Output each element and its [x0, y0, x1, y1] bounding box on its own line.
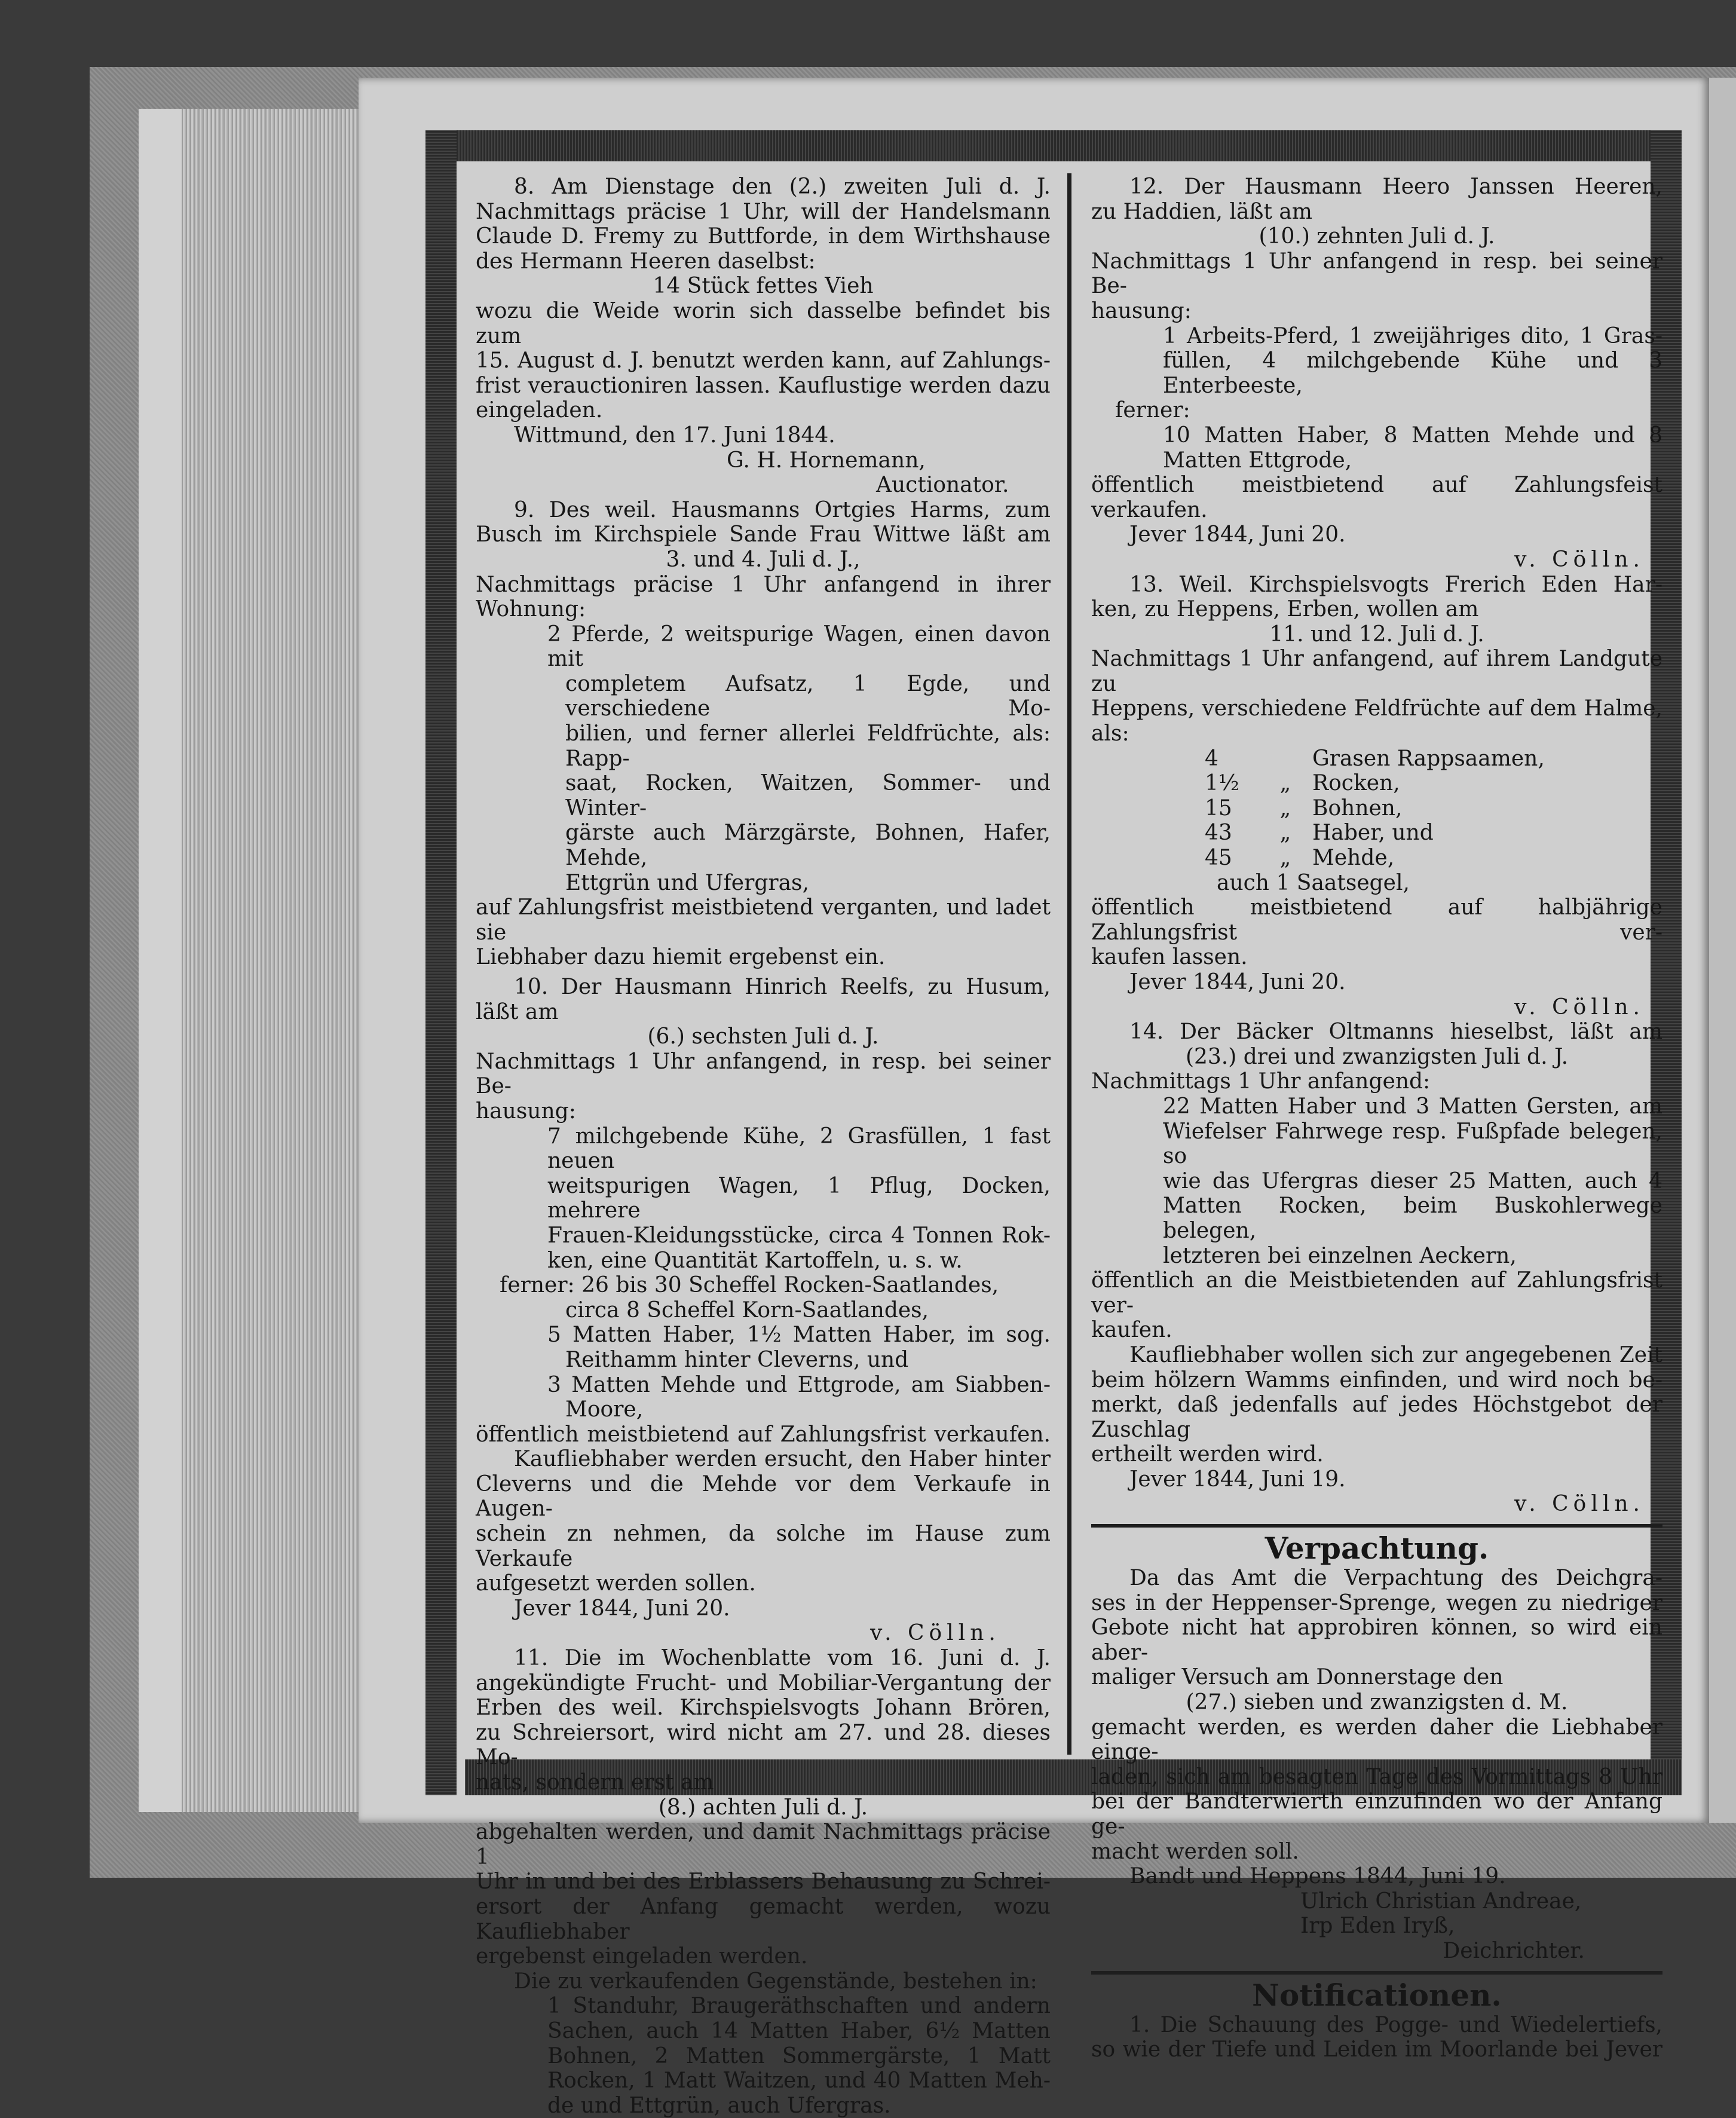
notice-line: 1. Die Schauung des Pogge- und Wiedelertiefs, [1129, 2012, 1662, 2037]
notice-line: Nachmittags 1 Uhr anfangend, in resp. bei seiner Be- [476, 1049, 1051, 1099]
notice-item: 1 Arbeits-Pferd, 1 zweijähriges dito, 1 Gras- [1163, 323, 1662, 348]
notice-item: Bohnen, 2 Matten Sommergärste, 1 Matt [547, 2043, 1051, 2068]
notice-line: ersort der Anfang gemacht werden, wozu Kaufliebhaber [476, 1894, 1051, 1944]
notice-line: 11. Die im Wochenblatte vom 16. Juni d. J. [514, 1646, 1051, 1671]
notice-line: Cleverns und die Mehde vor dem Verkaufe in Augen- [476, 1471, 1051, 1522]
notice-date-line: (8.) achten Juli d. J. [658, 1795, 868, 1820]
section-notificationen [1091, 1978, 1662, 2062]
section-divider [1091, 1971, 1662, 1975]
notice-line: frist verauctioniren lassen. Kauflustige werden dazu [476, 373, 1051, 398]
notice-date-line: (10.) zehnten Juli d. J. [1259, 224, 1495, 249]
notice-date: Jever 1844, Juni 20. [514, 1596, 730, 1621]
notice-date: Jever 1844, Juni 20. [1129, 522, 1346, 547]
notice-date-line: (27.) sieben und zwanzigsten d. M. [1186, 1690, 1568, 1715]
next-page-edge [1709, 78, 1736, 1823]
notice-line: 8. Am Dienstage den (2.) zweiten Juli d. J. [514, 175, 1051, 199]
frame-border-top [425, 130, 1682, 161]
crop-list-row [1091, 796, 1662, 821]
crop-qty: 43 [1205, 821, 1232, 846]
notice-signature-title: Deichrichter. [1443, 1938, 1585, 1963]
section-heading: Notificationen. [1252, 1977, 1502, 2013]
crop-name: Bohnen, [1312, 795, 1403, 821]
notice-line: 15. August d. J. benutzt werden kann, auf Zahlungs- [476, 348, 1051, 374]
notice-line: kaufen lassen. [1091, 945, 1248, 970]
notice-item: 5 Matten Haber, 1½ Matten Haber, im sog. [547, 1323, 1051, 1348]
notice-signature: G. H. Hornemann, [727, 448, 926, 473]
left-column [476, 175, 1051, 2118]
notice-line: eingeladen. [476, 398, 603, 423]
notice-item: saat, Rocken, Waitzen, Sommer- und Winter- [565, 771, 1051, 821]
notice-line: abgehalten werden, und damit Nachmittags präcise 1 [476, 1820, 1051, 1869]
notice-line: ertheilt werden wird. [1091, 1442, 1324, 1467]
notice-date: Bandt und Heppens 1844, Juni 19. [1129, 1864, 1506, 1889]
notice-line: ses in der Heppenser-Sprenge, wegen zu niedriger [1091, 1590, 1662, 1615]
notice-date: Wittmund, den 17. Juni 1844. [514, 423, 835, 448]
notice-date-line: (23.) drei und zwanzigsten Juli d. J. [1185, 1044, 1569, 1069]
notice-signature-title: Auctionator. [876, 473, 1009, 498]
crop-list-row [1091, 771, 1662, 796]
section-heading: Verpachtung. [1265, 1531, 1489, 1566]
notice-line: hausung: [476, 1098, 576, 1124]
notice-11 [476, 1646, 1051, 2118]
notice-9 [476, 498, 1051, 970]
column-divider [1067, 173, 1071, 1755]
notice-line: nats, sondern erst am [476, 1770, 714, 1795]
notice-item: 1 Standuhr, Braugeräthschaften und andern [547, 1994, 1051, 2019]
notice-item: 3 Matten Mehde und Ettgrode, am Siabben- [547, 1372, 1051, 1397]
notice-item: auch 1 Saatsegel, [1217, 870, 1410, 895]
notice-line: auf Zahlungsfrist meistbietend verganten, und ladet sie [476, 895, 1051, 945]
notice-item: circa 8 Scheffel Korn-Saatlandes, [565, 1297, 929, 1323]
crop-list-row [1091, 746, 1662, 772]
notice-line: Die zu verkaufenden Gegenstände, bestehen in: [514, 1969, 1037, 1994]
notice-signature: Ulrich Christian Andreae, [1300, 1889, 1582, 1914]
notice-item: bilien, und ferner allerlei Feldfrüchte, als: Rapp- [565, 721, 1051, 771]
notice-item: ken, eine Quantität Kartoffeln, u. s. w. [547, 1248, 963, 1273]
notice-line: Uhr in und bei des Erblassers Behausung zu Schrei- [476, 1869, 1051, 1894]
notice-item: 22 Matten Haber und 3 Matten Gersten, am [1163, 1094, 1662, 1119]
notice-line: 14. Der Bäcker Oltmanns hieselbst, läßt am [1129, 1020, 1662, 1045]
crop-qty: 15 [1205, 795, 1232, 821]
notice-item: 10 Matten Haber, 8 Matten Mehde und 8 [1163, 423, 1662, 448]
notice-line: öffentlich meistbietend auf Zahlungsfrist verkaufen. [476, 1422, 1051, 1447]
cover-edge [139, 109, 182, 1812]
notice-item: Ettgrün und Ufergras, [565, 870, 809, 895]
notice-item: weitspurigen Wagen, 1 Pflug, Docken, mehrere [547, 1173, 1051, 1223]
notice-line: Nachmittags 1 Uhr anfangend: [1091, 1069, 1431, 1094]
crop-qty: 4 [1205, 746, 1218, 771]
crop-name: Rocken, [1312, 771, 1400, 796]
ditto-mark: „ [1279, 846, 1291, 871]
notice-item: 2 Pferde, 2 weitspurige Wagen, einen davon mit [547, 622, 1051, 672]
notice-line: laden, sich am besagten Tage des Vormittags 8 Uhr [1091, 1764, 1662, 1789]
crop-name: Haber, und [1312, 821, 1434, 846]
notice-line: Nachmittags 1 Uhr anfangend in resp. bei seiner Be- [1091, 249, 1662, 299]
notice-item: ferner: 26 bis 30 Scheffel Rocken-Saatlandes, [500, 1273, 999, 1298]
section-verpachtung [1091, 1531, 1662, 1964]
notice-item: gärste auch Märzgärste, Bohnen, Hafer, Mehde, [565, 821, 1051, 871]
notice-line: wozu die Weide worin sich dasselbe befindet bis zum [476, 298, 1051, 348]
notice-item: Matten Ettgrode, [1163, 448, 1352, 473]
notice-13 [1091, 573, 1662, 1020]
notice-line: angekündigte Frucht- und Mobiliar-Vergantung der [476, 1670, 1051, 1695]
crop-list-row [1091, 846, 1662, 871]
section-divider [1091, 1524, 1662, 1528]
right-column [1091, 175, 1662, 2062]
notice-line: 13. Weil. Kirchspielsvogts Frerich Eden Har- [1129, 572, 1662, 597]
ditto-mark [1259, 746, 1312, 772]
notice-10 [476, 975, 1051, 1646]
notice-date: Jever 1844, Juni 19. [1129, 1467, 1346, 1492]
notice-line: ergebenst eingeladen werden. [476, 1944, 808, 1969]
notice-line: des Hermann Heeren daselbst: [476, 249, 816, 274]
notice-line: Nachmittags 1 Uhr anfangend, auf ihrem Landgute zu [1091, 647, 1662, 696]
notice-line: Kaufliebhaber wollen sich zur angegebenen Zeit [1129, 1342, 1662, 1367]
notice-line: Erben des weil. Kirchspielsvogts Johann Brören, [476, 1695, 1051, 1721]
ditto-mark: „ [1279, 795, 1291, 821]
notice-item: Rocken, 1 Matt Waitzen, und 40 Matten Meh- [547, 2068, 1051, 2093]
notice-line: aufgesetzt werden sollen. [476, 1571, 756, 1596]
notice-item: 7 milchgebende Kühe, 2 Grasfüllen, 1 fast neuen [547, 1124, 1051, 1174]
notice-line: bei der Bandterwierth einzufinden wo der Anfang ge- [1091, 1789, 1662, 1839]
notice-item: completem Aufsatz, 1 Egde, und verschiedene Mo- [565, 671, 1051, 721]
notice-line: 12. Der Hausmann Heero Janssen Heeren, [1129, 175, 1662, 199]
crop-list-row [1091, 821, 1662, 846]
notice-signature: v. Cölln. [1514, 994, 1645, 1020]
notice-item: Wiefelser Fahrwege resp. Fußpfade belegen, so [1163, 1119, 1662, 1169]
notice-signature: v. Cölln. [870, 1621, 1000, 1646]
ditto-mark: „ [1279, 771, 1291, 796]
notice-item: Sachen, auch 14 Matten Haber, 6½ Matten [547, 2018, 1051, 2043]
notice-line: ferner: [1115, 398, 1190, 423]
notice-line: läßt am [476, 999, 559, 1024]
notice-line: maliger Versuch am Donnerstage den [1091, 1665, 1504, 1690]
notice-line: öffentlich meistbietend auf halbjährige Zahlungsfrist ver- [1091, 895, 1662, 945]
notice-line: hausung: [1091, 298, 1192, 323]
notice-item: de und Ettgrün, auch Ufergras. [547, 2093, 891, 2118]
notice-14 [1091, 1020, 1662, 1517]
notice-item: letzteren bei einzelnen Aeckern, [1163, 1243, 1517, 1268]
notice-date-line: (6.) sechsten Juli d. J. [647, 1024, 879, 1049]
crop-qty: 45 [1205, 846, 1232, 871]
notice-line: Liebhaber dazu hiemit ergebenst ein. [476, 945, 886, 970]
ditto-mark: „ [1279, 821, 1291, 846]
notice-8 [476, 175, 1051, 498]
notice-line: 10. Der Hausmann Hinrich Reelfs, zu Husum, [514, 975, 1051, 999]
notice-line: ken, zu Heppens, Erben, wollen am [1091, 597, 1479, 622]
notice-line: 9. Des weil. Hausmanns Ortgies Harms, zum [514, 497, 1051, 522]
notice-line: Heppens, verschiedene Feldfrüchte auf dem Halme, als: [1091, 696, 1662, 746]
notice-line: macht werden soll. [1091, 1839, 1299, 1864]
notice-date-line: 3. und 4. Juli d. J., [666, 547, 861, 572]
notice-line: öffentlich an die Meistbietenden auf Zahlungsfrist ver- [1091, 1268, 1662, 1318]
crop-name: Mehde, [1312, 846, 1395, 871]
notice-line: Busch im Kirchspiele Sande Frau Wittwe läßt am [476, 522, 1051, 547]
notice-item: wie das Ufergras dieser 25 Matten, auch 4 [1163, 1168, 1662, 1193]
notice-line: Gebote nicht hat approbiren können, so wird ein aber- [1091, 1615, 1662, 1665]
notice-line: zu Schreiersort, wird nicht am 27. und 28. dieses Mo- [476, 1720, 1051, 1770]
crop-list [1091, 746, 1662, 871]
notice-line: Da das Amt die Verpachtung des Deichgra- [1129, 1566, 1662, 1591]
notice-line: schein zn nehmen, da solche im Hause zum Verkaufe [476, 1522, 1051, 1571]
notice-line: beim hölzern Wamms einfinden, und wird noch be- [1091, 1367, 1662, 1392]
notice-signature: v. Cölln. [1514, 1492, 1645, 1517]
notice-line: Nachmittags präcise 1 Uhr, will der Handelsmann [476, 199, 1051, 224]
notice-line: öffentlich meistbietend auf Zahlungsfeist verkaufen. [1091, 473, 1662, 522]
notice-item: Moore, [565, 1397, 644, 1422]
notice-line: Nachmittags präcise 1 Uhr anfangend in ihrer Wohnung: [476, 572, 1051, 622]
notice-line: merkt, daß jedenfalls auf jedes Höchstgebot der Zuschlag [1091, 1392, 1662, 1442]
notice-item: 14 Stück fettes Vieh [653, 274, 874, 299]
page-edges [182, 109, 361, 1812]
notice-item: Reithamm hinter Cleverns, und [565, 1347, 909, 1372]
notice-item: füllen, 4 milchgebende Kühe und 3 Enterbeeste, [1163, 348, 1662, 398]
notice-signature: v. Cölln. [1514, 547, 1645, 572]
crop-qty: 1½ [1205, 771, 1239, 796]
notice-line: zu Haddien, läßt am [1091, 199, 1312, 224]
notice-line: kaufen. [1091, 1318, 1172, 1343]
notice-signature: Irp Eden Iryß, [1300, 1914, 1455, 1939]
notice-line: so wie der Tiefe und Leiden im Moorlande bei Jever [1091, 2037, 1662, 2062]
notice-line: gemacht werden, es werden daher die Liebhaber einge- [1091, 1715, 1662, 1765]
notice-item: Frauen-Kleidungsstücke, circa 4 Tonnen Rok- [547, 1223, 1051, 1248]
notice-item: Matten Rocken, beim Buskohlerwege belegen, [1163, 1193, 1662, 1243]
notice-12 [1091, 175, 1662, 573]
notice-date: Jever 1844, Juni 20. [1129, 970, 1346, 994]
notice-line: Kaufliebhaber werden ersucht, den Haber hinter [514, 1447, 1051, 1472]
frame-border-left [425, 130, 457, 1795]
crop-name: Grasen Rappsaamen, [1312, 746, 1545, 771]
notice-date-line: 11. und 12. Juli d. J. [1269, 622, 1484, 647]
notice-line: Claude D. Fremy zu Buttforde, in dem Wirthshause [476, 224, 1051, 249]
